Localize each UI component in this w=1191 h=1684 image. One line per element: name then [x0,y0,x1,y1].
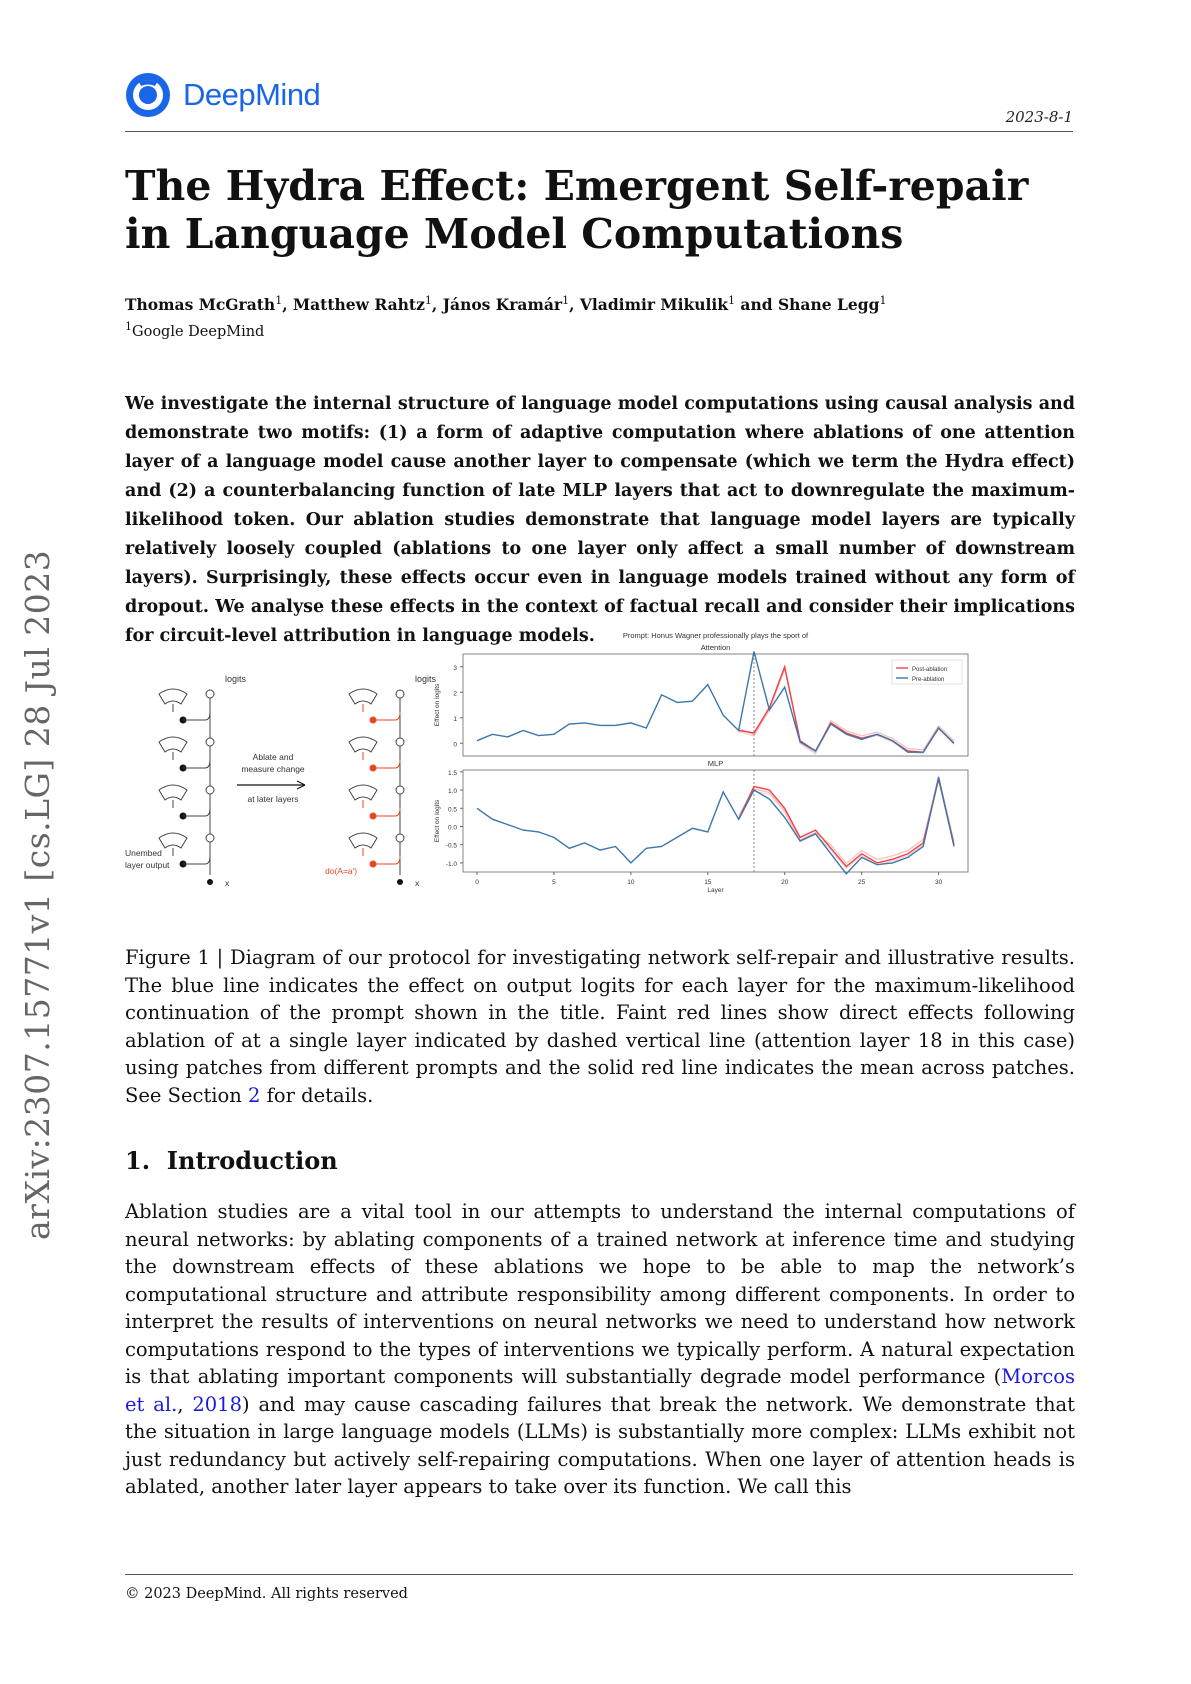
author-name: Thomas McGrath [125,295,276,315]
author-name: Matthew Rahtz [292,295,425,315]
chart-title: Attention [700,643,731,652]
sum-node-icon [206,738,214,746]
deepmind-logo [125,72,320,118]
sum-node-icon [396,738,404,746]
attention-chart [434,631,968,756]
node-connector [183,712,210,720]
protocol-diagram [125,674,437,888]
attention-head-icon [159,737,187,752]
y-tick-label: 2 [453,690,457,698]
attention-head-icon [349,833,377,848]
paper-title: The Hydra Effect: Emergent Self-repair in Language Model Computations [125,162,1029,258]
author-affil: 1 [424,294,432,307]
y-tick-label: -0.5 [445,842,457,850]
author-affil: 1 [275,294,283,307]
logo-text: DeepMind [183,77,321,112]
y-tick-label: 3 [453,664,457,672]
citation-author-link[interactable]: Morcos et al. [125,1365,1075,1416]
sum-node-icon [396,834,404,842]
logits-label-left: logits [225,674,247,684]
sum-node-icon [206,834,214,842]
input-node [397,879,403,885]
arrow-label: Ablate and [252,752,294,762]
attention-head-icon [349,785,377,800]
x-axis-label: Layer [707,887,724,894]
chart-title: MLP [707,759,724,768]
section-title: Introduction [166,1146,338,1175]
attention-head-icon [159,833,187,848]
deepmind-logo-icon [125,72,171,118]
caption-text-end: for details. [260,1083,374,1107]
section-number: 1. [125,1146,151,1175]
x-tick-label: 30 [934,879,943,886]
author-affil: 1 [879,294,887,307]
node-connector [183,808,210,816]
y-tick-label: -1.0 [445,860,457,868]
chart-suptitle: Prompt: Honus Wagner professionally plays the sport of [622,631,809,640]
author-name: Shane Legg [777,295,880,315]
y-tick-label: 0 [453,741,457,749]
x-tick-label: 15 [704,879,712,886]
unembed-label: layer output [125,860,170,870]
node-connector [373,712,400,720]
sum-node-icon [206,690,214,698]
sum-node-icon [396,786,404,794]
footer-divider [125,1574,1073,1575]
arxiv-identifier: arXiv:2307.15771v1 [cs.LG] 28 Jul 2023 [18,549,57,1240]
node-connector [373,808,400,816]
x-label-right: x [415,878,420,888]
section-link[interactable]: 2 [248,1083,261,1107]
node-connector [373,760,400,768]
copyright: © 2023 DeepMind. All rights reserved [125,1586,408,1602]
x-tick-label: 25 [858,879,866,886]
x-tick-label: 0 [475,879,479,886]
y-tick-label: 1 [453,715,457,723]
attention-head-icon [159,785,187,800]
unembed-label: Unembed [125,848,162,858]
arrow-label: at later layers [247,794,299,804]
paper-date: 2023-8-1 [1005,108,1073,126]
figure-svg [125,631,1075,940]
legend-label: Post-ablation [912,667,948,673]
y-axis-label: Effect on logits [434,799,441,843]
section-heading [125,1146,338,1175]
intro-text-cont: ) and may cause cascading failures that break the network. We demonstrate that the situation in large language models (LLMs) is substantially more complex: LLMs exhibit not just redundancy but actively self-repairing computations. When one layer of attention heads is ablated, another later layer appears to take over its function. We call this [125,1392,1075,1498]
author-name: János Kramár [442,295,563,315]
author-affil: 1 [562,294,570,307]
affiliation [125,320,264,340]
node-connector [183,856,210,864]
legend-label: Pre-ablation [912,677,945,683]
affiliation-name: Google DeepMind [132,323,265,340]
x-tick-label: 5 [552,879,556,886]
author-list: Thomas McGrath$^1$, Matthew Rahtz$^1$, János Kramár$^1$, Vladimir Mikulik$^1$ and Shane Legg$^1$ [125,294,887,315]
author-name: Vladimir Mikulik [579,295,728,315]
input-node [207,879,213,885]
arrow-label: measure change [241,764,305,774]
node-connector [183,760,210,768]
sum-node-icon [396,690,404,698]
attention-head-icon [349,737,377,752]
attention-head-icon [349,689,377,704]
sum-node-icon [206,786,214,794]
abstract: We investigate the internal structure of language model computations using causal analysis and demonstrate two motifs: (1) a form of adaptive computation where ablations of one attention layer of a language model cause another layer to compensate (which we term the Hydra effect) and (2) a counterbalancing function of late MLP layers that act to downregulate the maximum-likelihood token. Our ablation studies demonstrate that language model layers are typically relatively loosely coupled (ablations to one layer only affect a small number of downstream layers). Surprisingly, these effects occur even in language models trained without any form of dropout. We analyse these effects in the context of factual recall and consider their implications for circuit-level attribution in language models. [125,394,1075,646]
figure-1 [125,631,1075,940]
y-tick-label: 0.0 [447,824,457,832]
caption-text: Figure 1 | Diagram of our protocol for investigating network self-repair and illustrative results. The blue line indicates the effect on output logits for each layer for the maximum-likelihood continuation of the prompt shown in the title. Faint red lines show direct effects following ablation of at a single layer indicated by dashed vertical line (attention layer 18 in this case) using patches from different prompts and the solid red line indicates the mean across patches. See Section [125,946,1075,1107]
header-divider [125,131,1073,132]
x-tick-label: 10 [627,879,635,886]
author-affil: 1 [728,294,735,307]
mlp-chart [434,759,968,894]
intro-paragraph [125,1198,1075,1501]
citation-year-link[interactable]: 2018 [192,1392,242,1416]
node-connector [373,856,400,864]
y-tick-label: 0.5 [447,806,457,814]
logits-label-right: logits [415,674,437,684]
attention-head-icon [159,689,187,704]
citation-sep: , [177,1392,193,1416]
y-tick-label: 1.0 [447,788,457,796]
affiliation-mark: 1 [125,320,132,333]
intro-text: Ablation studies are a vital tool in our attempts to understand the internal computations of neural networks: by ablating components of a trained network at inference time and studying the downstream effects of these ablations we hope to be able to map the network’s computational structure and attribute responsibility among different components. In order to interpret the results of interventions on neural networks we need to understand how network computations respond to the types of interventions we typically perform. A natural expectation is that ablating important components will substantially degrade model performance ( [125,1200,1075,1388]
figure-caption [125,944,1075,1109]
do-label: do(A=a') [325,866,358,876]
x-label-left: x [225,878,230,888]
x-tick-label: 20 [781,879,789,886]
y-tick-label: 1.5 [447,769,457,777]
y-axis-label: Effect on logits [434,683,441,727]
